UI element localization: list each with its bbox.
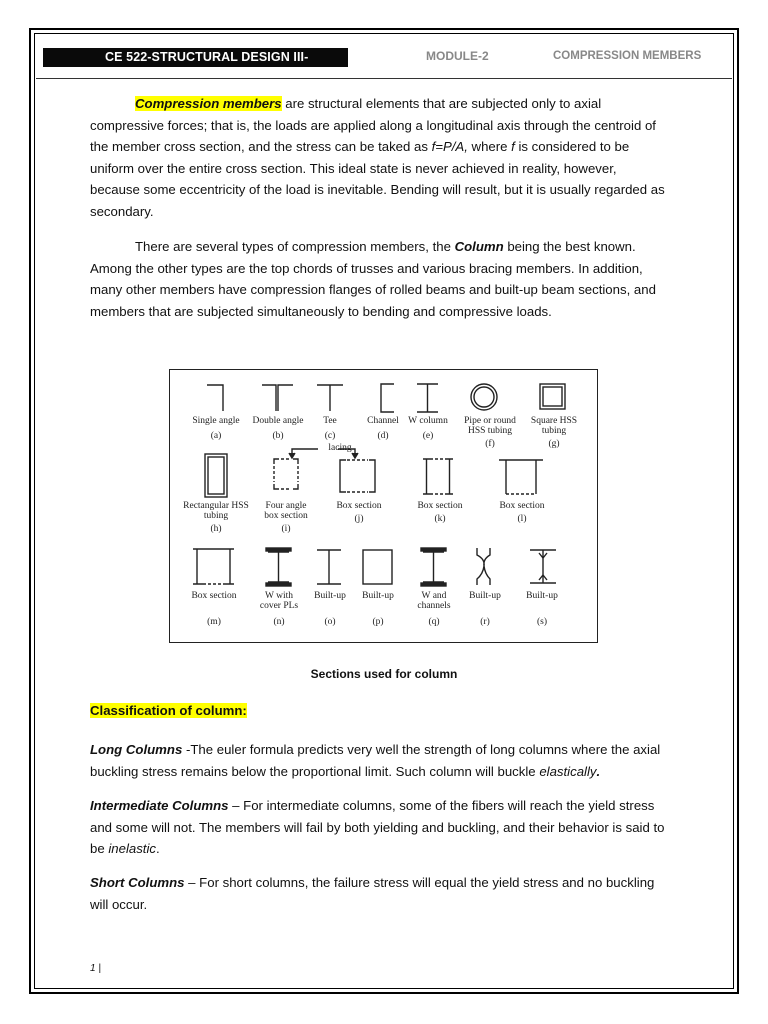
para1-text: are structural elements that are subjected only to axial compressive forces; that is, the loads are applied along a longitudinal axis through the centroid of the member cross section, and the stress can be taked as [90,96,656,154]
w-channels-shape [421,548,446,586]
para2-text-a: There are several types of compression members, the [135,239,455,254]
row1-labels [192,416,577,449]
box-section-m-shape [193,549,234,584]
letter-d: (d) [377,431,389,441]
label-p: Built-up [362,591,394,601]
figure-caption: Sections used for column [310,667,458,681]
letter-c: (c) [324,431,336,441]
box-section-k-shape [423,459,453,494]
course-header: CE 522-STRUCTURAL DESIGN III-STEEL [43,48,348,67]
label-h: Rectangular HSS [183,501,249,511]
intermediate-columns-end: . [156,841,160,856]
stress-formula: f=P/A, [431,139,468,154]
built-up-p-shape [363,550,392,584]
short-columns-paragraph [90,872,670,915]
square-hss-shape [540,384,565,409]
term-column: Column [454,239,504,254]
label-q: W and [421,591,447,601]
module-label: MODULE-2 [426,49,489,63]
label-i2: box section [264,511,308,521]
types-paragraph [90,236,670,322]
long-columns-title: Long Columns [90,742,183,757]
label-e: W column [408,416,448,426]
letter-g: (g) [548,439,560,449]
double-angle-shape [262,385,293,411]
letter-n: (n) [273,617,285,627]
para1-text-c: is considered to be uniform over the entire cross section. This ideal state is never achieved in reality, however, because some eccentricity of the load is inevitable. Bending will result, but it is usually regarded as secondary. [90,139,665,219]
short-columns-text: – For short columns, the failure stress will equal the yield stress and no buckling will occur. [90,875,655,912]
para1-text-b: where [467,139,512,154]
label-f2: HSS tubing [467,426,513,436]
built-up-o-shape [317,550,341,584]
intermediate-columns-emph: inelastic [108,841,156,856]
label-a: Single angle [192,416,240,426]
page-number: 1 | [90,963,101,974]
letter-e: (e) [422,431,434,441]
letter-h: (h) [210,524,222,534]
box-section-j-shape [340,460,375,492]
long-columns-text: -The euler formula predicts very well the strength of long columns where the axial buckling stress remains below the proportional limit. Such column will buckle [90,742,661,779]
f-symbol: f [511,139,515,154]
letter-l: (l) [517,514,527,524]
intermediate-columns-text: – For intermediate columns, some of the fibers will reach the yield stress and some will not. The members will fail by both yielding and buckling, and their behavior is said to be [90,798,665,856]
intermediate-columns-paragraph [90,795,670,860]
sections-drawing [170,370,599,644]
long-columns-emph: elastically [539,763,597,779]
label-k: Box section [417,501,463,511]
pipe-shape [471,384,497,410]
label-i: Four angle [265,501,307,511]
tee-shape [317,385,343,411]
letter-m: (m) [207,617,221,627]
row2-labels [183,501,545,534]
label-q2: channels [417,601,451,611]
letter-k: (k) [434,514,446,524]
letter-f: (f) [485,439,495,449]
box-section-l-shape [499,460,543,494]
built-up-r-shape [477,548,490,585]
label-f: Pipe or round [464,416,516,426]
term-compression-members: Compression members [135,96,282,111]
letter-r: (r) [480,617,490,627]
label-m: Box section [191,591,237,601]
label-g2: tubing [541,426,567,436]
label-h2: tubing [203,511,229,521]
label-c: Tee [323,416,337,426]
label-s: Built-up [526,591,558,601]
intro-paragraph [90,93,670,222]
label-l: Box section [499,501,545,511]
w-column-shape [417,384,438,412]
para2-text-b: being the best known. Among the other types are the top chords of trusses and various bracing members. In addition, many other members have compression flanges of rolled beams and built-up beam sections, and members that are subjected simultaneously to bending and compressive loads. [90,239,656,319]
label-n2: cover PLs [259,601,299,611]
letter-p: (p) [372,617,384,627]
label-b: Double angle [252,416,304,426]
built-up-s-shape [530,550,556,583]
rect-hss-shape [205,454,227,497]
single-angle-shape [207,385,223,411]
letter-q: (q) [428,617,440,627]
short-columns-title: Short Columns [90,875,185,890]
topic-label: COMPRESSION MEMBERS [553,50,702,62]
letter-b: (b) [272,431,284,441]
letter-j: (j) [354,514,364,524]
label-o: Built-up [314,591,346,601]
row3-labels [191,591,558,627]
label-j: Box section [336,501,382,511]
letter-i: (i) [281,524,291,534]
w-cover-plates-shape [266,548,291,586]
label-g: Square HSS [530,416,578,426]
long-columns-paragraph [90,739,670,782]
letter-a: (a) [210,431,222,441]
label-r: Built-up [469,591,501,601]
four-angle-box-shape [274,459,298,489]
label-n: W with [264,591,294,601]
header-divider [36,78,732,79]
letter-o: (o) [324,617,336,627]
long-columns-end: . [596,763,601,779]
classification-heading: Classification of column: [90,703,247,718]
column-sections-figure [169,369,598,643]
intermediate-columns-title: Intermediate Columns [90,798,229,813]
letter-s: (s) [536,617,548,627]
channel-shape [381,384,394,412]
label-d: Channel [367,416,399,426]
lacing-label: lacing [328,443,352,453]
